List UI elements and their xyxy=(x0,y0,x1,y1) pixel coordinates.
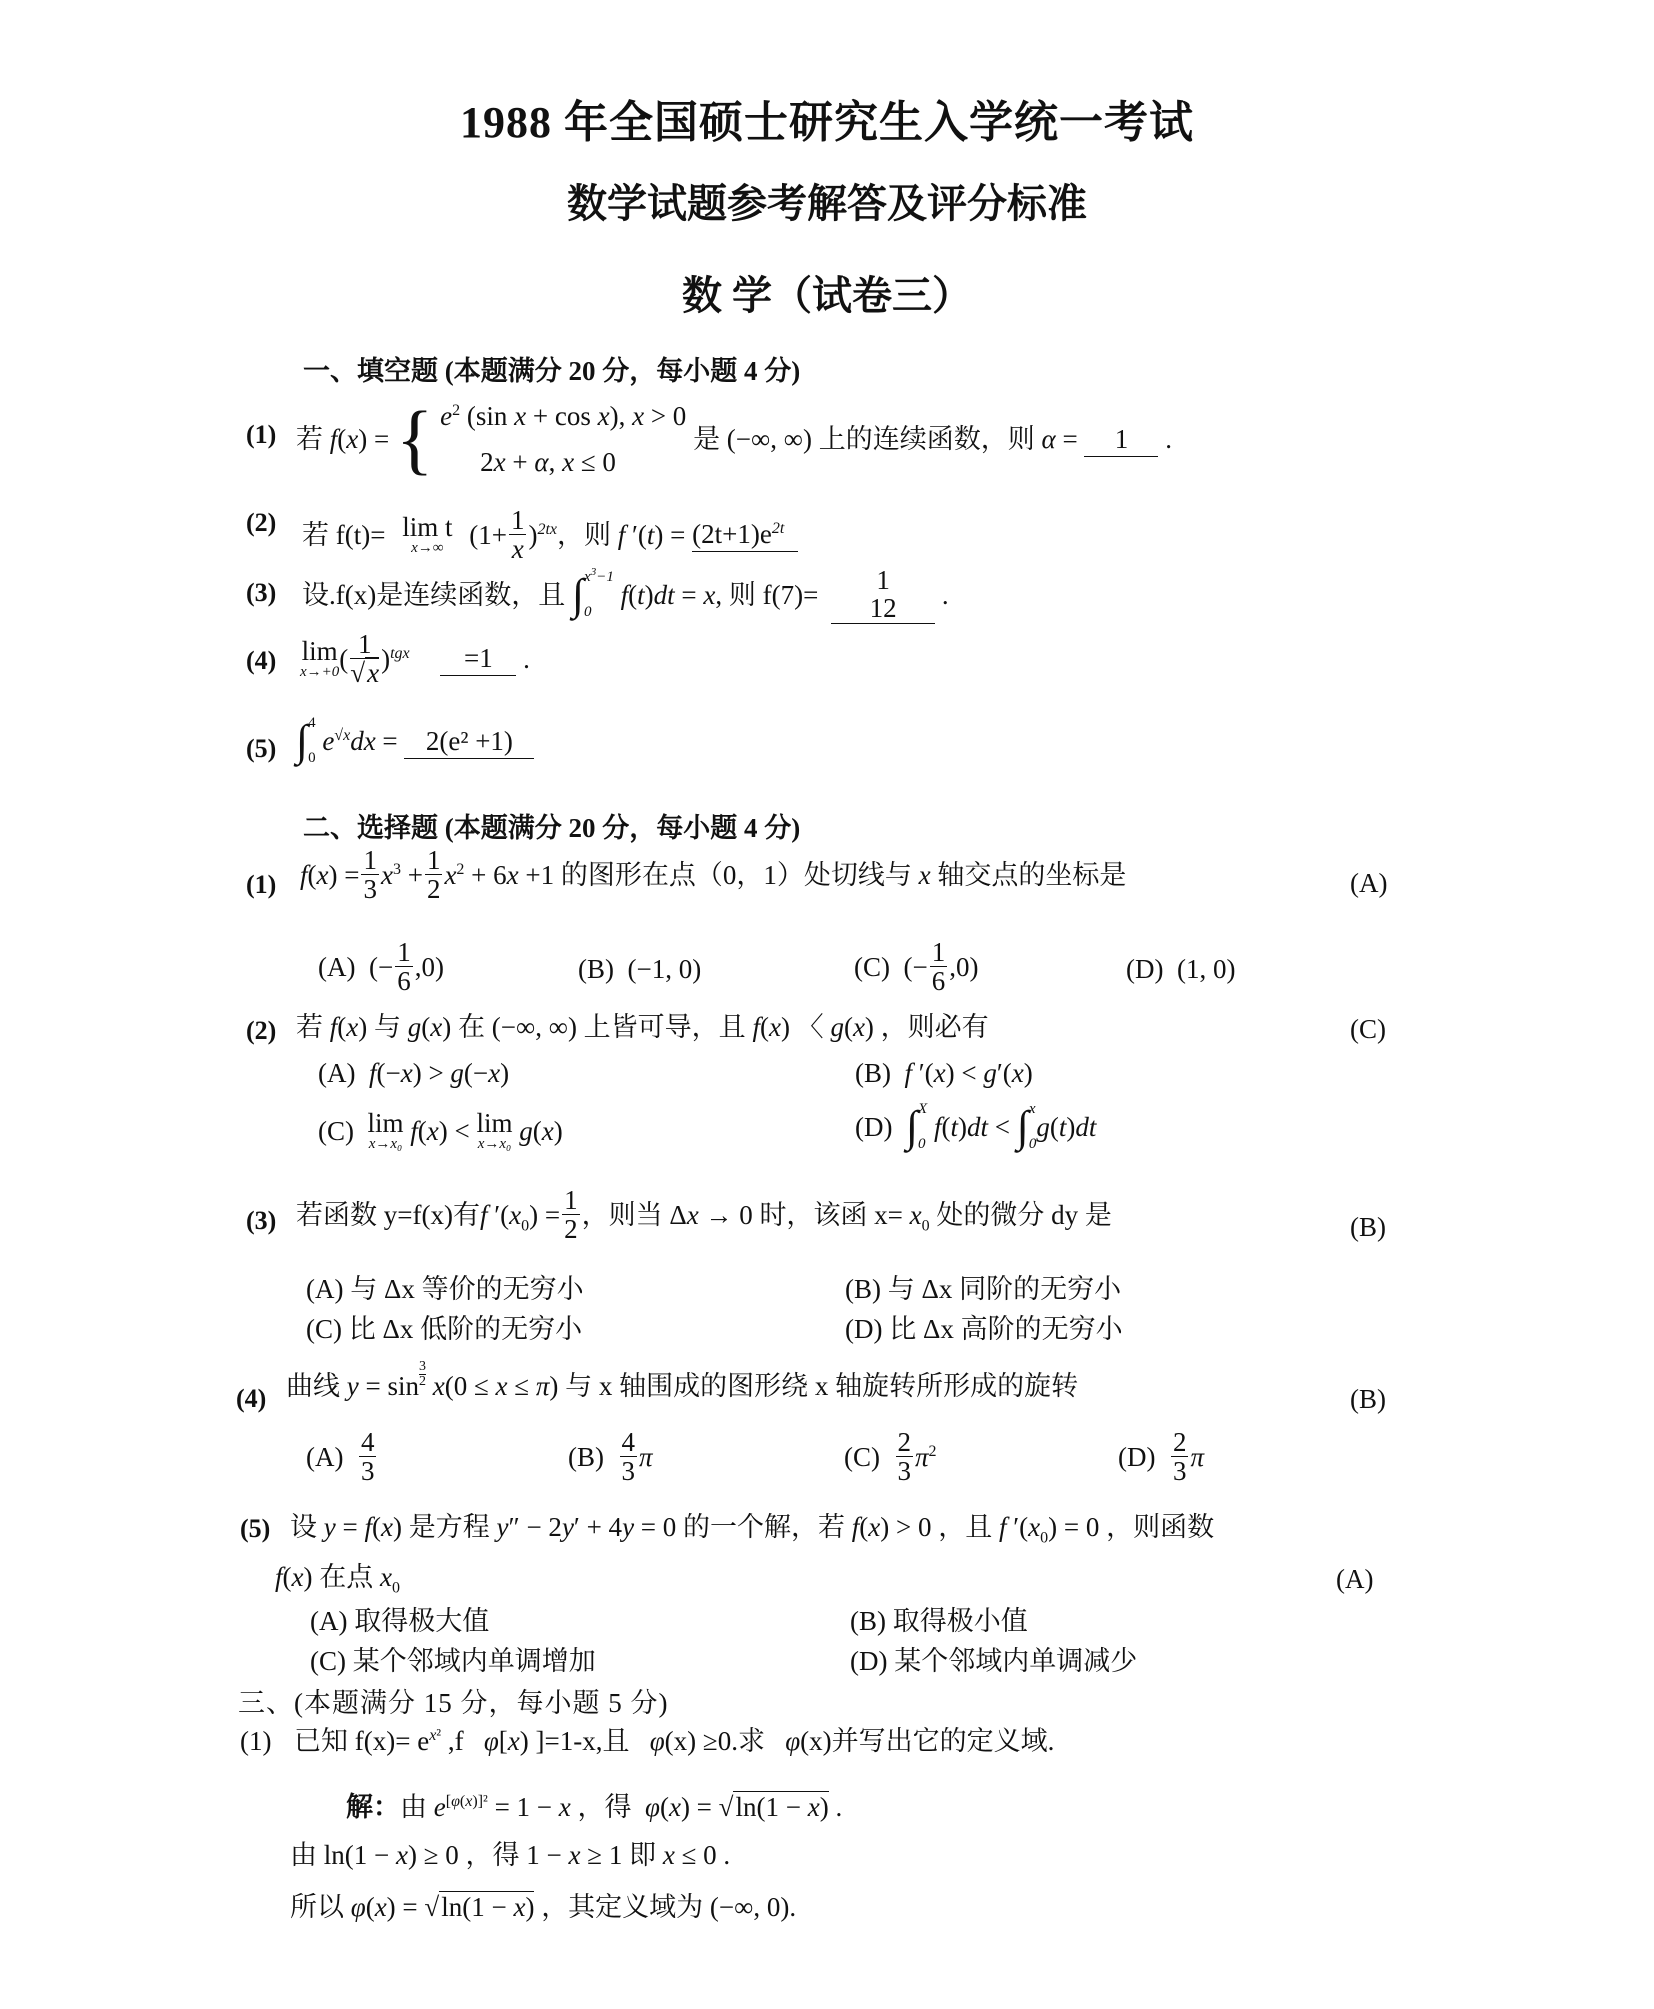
s2-q2-optB: (B) f ′(x) < g′(x) xyxy=(855,1058,1033,1088)
s1-q4-number: (4) xyxy=(246,646,277,675)
s2-q2-text: 若 f(x) 与 g(x) 在 (−∞, ∞) 上皆可导，且 f(x) 〈 g(x) ，则必有 xyxy=(296,1012,989,1042)
s2-q1-answer: (A) xyxy=(1350,868,1388,898)
s1-q3-number: (3) xyxy=(246,578,277,607)
s2-q3-optC: (C) 比 Δx 低阶的无穷小 xyxy=(306,1314,583,1344)
s1-q2-text: 若 f(t)= lim t x→∞ (1+ $\frac{1}{x}$ )$^{2tx}$，则 f $'(t) = (2t+1)e^{2t}$ xyxy=(302,506,798,564)
s2-q3-optB: (B) 与 Δx 同阶的无穷小 xyxy=(845,1274,1122,1304)
s1-q2-answer: (2t+1)e xyxy=(692,519,772,550)
s2-q4-text: 曲线 y = sin $\frac{3}{2}$ x(0 ≤ x ≤ π) 与 x 轴围成的图形绕 x 轴旋转所形成的旋转 xyxy=(286,1359,1079,1401)
s3-solution-line1: 解：由 $e^{[\varphi(x)]^2} = 1 - x$ ，得 φ(x) = √ln(1 − x) . xyxy=(346,1792,843,1822)
document-subtitle: 数学试题参考解答及评分标准 xyxy=(567,181,1087,226)
s2-q3-number: (3) xyxy=(246,1206,277,1235)
s2-q5-optC: (C) 某个邻域内单调增加 xyxy=(310,1646,596,1676)
section1-heading: 一、填空题 (本题满分 20 分，每小题 4 分) xyxy=(303,356,801,386)
document-title: 1988 年全国硕士研究生入学统一考试 xyxy=(460,98,1194,147)
solution-label: 解 xyxy=(346,1792,373,1822)
s1-q1-text: 若 f(x) = { $e^2$ (sin x + cos x), x > 0 2x + α, x ≤ 0 是 (−∞, ∞) 上的连续函数，则 α = 1 . xyxy=(296,395,1172,482)
s2-q1-text: f(x) = $\frac{1}{3}$ $x^3$ + $\frac{1}{2}$ $x^2 + 6x +1$ 的图形在点（0，1）处切线与 x 轴交点的坐标是 xyxy=(300,845,1127,905)
s2-q5-optB: (B) 取得极小值 xyxy=(850,1606,1028,1636)
s2-q1-number: (1) xyxy=(246,870,277,899)
s2-q2-optA: (A) f(−x) > g(−x) xyxy=(318,1058,510,1088)
s1-q1-answer: 1 xyxy=(1084,422,1158,457)
s3-q1-text: 已知 $f(x)= e^{x^2}$ ,f φ[x) ]=1-x,且 φ(x) ≥0.求 φ(x)并写出它的定义域. xyxy=(294,1726,1055,1756)
s2-q5-text: 设 y = f(x) 是方程 y″ − 2y′ + 4y = 0 的一个解，若 f(x) > 0 ，且 f $'(x_0) = 0$ ，则函数 xyxy=(290,1512,1215,1547)
s2-q5-optD: (D) 某个邻域内单调减少 xyxy=(850,1646,1138,1676)
s2-q5-text-cont: f(x) 在点 $x_0$ xyxy=(275,1562,400,1597)
section3-heading: 三、(本题满分 15 分，每小题 5 分) xyxy=(238,1688,669,1718)
s1-q5-text: ∫ 4 0 $e^{√x}dx = 2(e^2 +1)$ xyxy=(296,716,534,766)
paper-title: 数 学（试卷三） xyxy=(682,273,972,318)
section2-heading: 二、选择题 (本题满分 20 分，每小题 4 分) xyxy=(303,813,801,843)
s1-q5-answer: 2(e² +1) xyxy=(404,724,534,759)
s1-q4-text: lim x→+0 ( $\frac{1}{√x}$ )$^{tgx}$ =1 . xyxy=(300,629,530,689)
s3-solution-line3: 所以 φ(x) = √ln(1 − x) ，其定义域为 (−∞, 0). xyxy=(290,1892,797,1922)
s1-q3-answer-num: 1 xyxy=(876,565,890,595)
s3-solution-line2: 由 ln(1 − x) ≥ 0 ，得 1 − x ≥ 1 即 x ≤ 0 . xyxy=(290,1840,731,1870)
s2-q2-number: (2) xyxy=(246,1016,277,1045)
s3-q1-number: (1) xyxy=(240,1726,272,1756)
s2-q2-answer: (C) xyxy=(1350,1014,1386,1044)
s1-q3-text: 设.f(x)是连续函数，且 ∫ $x^3-1$ 0 f(t)dt = x, 则 f(7)= 1 12 . xyxy=(302,565,949,624)
s2-q5-answer: (A) xyxy=(1336,1564,1374,1594)
s1-q2-number: (2) xyxy=(246,508,277,537)
s2-q5-optA: (A) 取得极大值 xyxy=(310,1606,490,1636)
s2-q2-optC: (C) lim x→x₀ f(x) < lim x→x₀ g(x) xyxy=(318,1108,563,1152)
s1-q3-answer-den: 12 xyxy=(869,593,897,624)
s2-q4-answer: (B) xyxy=(1350,1384,1386,1414)
s2-q5-number: (5) xyxy=(240,1514,271,1543)
s2-q3-optA: (A) 与 Δx 等价的无穷小 xyxy=(306,1274,584,1304)
s1-q4-answer: =1 xyxy=(440,641,516,676)
s2-q2-optD: (D) ∫ X 0 f(t)dt < ∫ x 0 g(t)dt xyxy=(855,1101,1097,1152)
s1-q5-number: (5) xyxy=(246,734,277,763)
s2-q3-text: 若函数 y=f(x)有f $'(x_0)$ = $\frac{1}{2}$ ，则当 Δx → 0 时，该函 $x= x_0$ 处的微分 dy 是 xyxy=(296,1185,1112,1245)
s2-q3-optD: (D) 比 Δx 高阶的无穷小 xyxy=(845,1314,1123,1344)
s1-q1-number: (1) xyxy=(246,420,277,449)
s2-q4-number: (4) xyxy=(236,1384,267,1413)
s2-q3-answer: (B) xyxy=(1350,1212,1386,1242)
